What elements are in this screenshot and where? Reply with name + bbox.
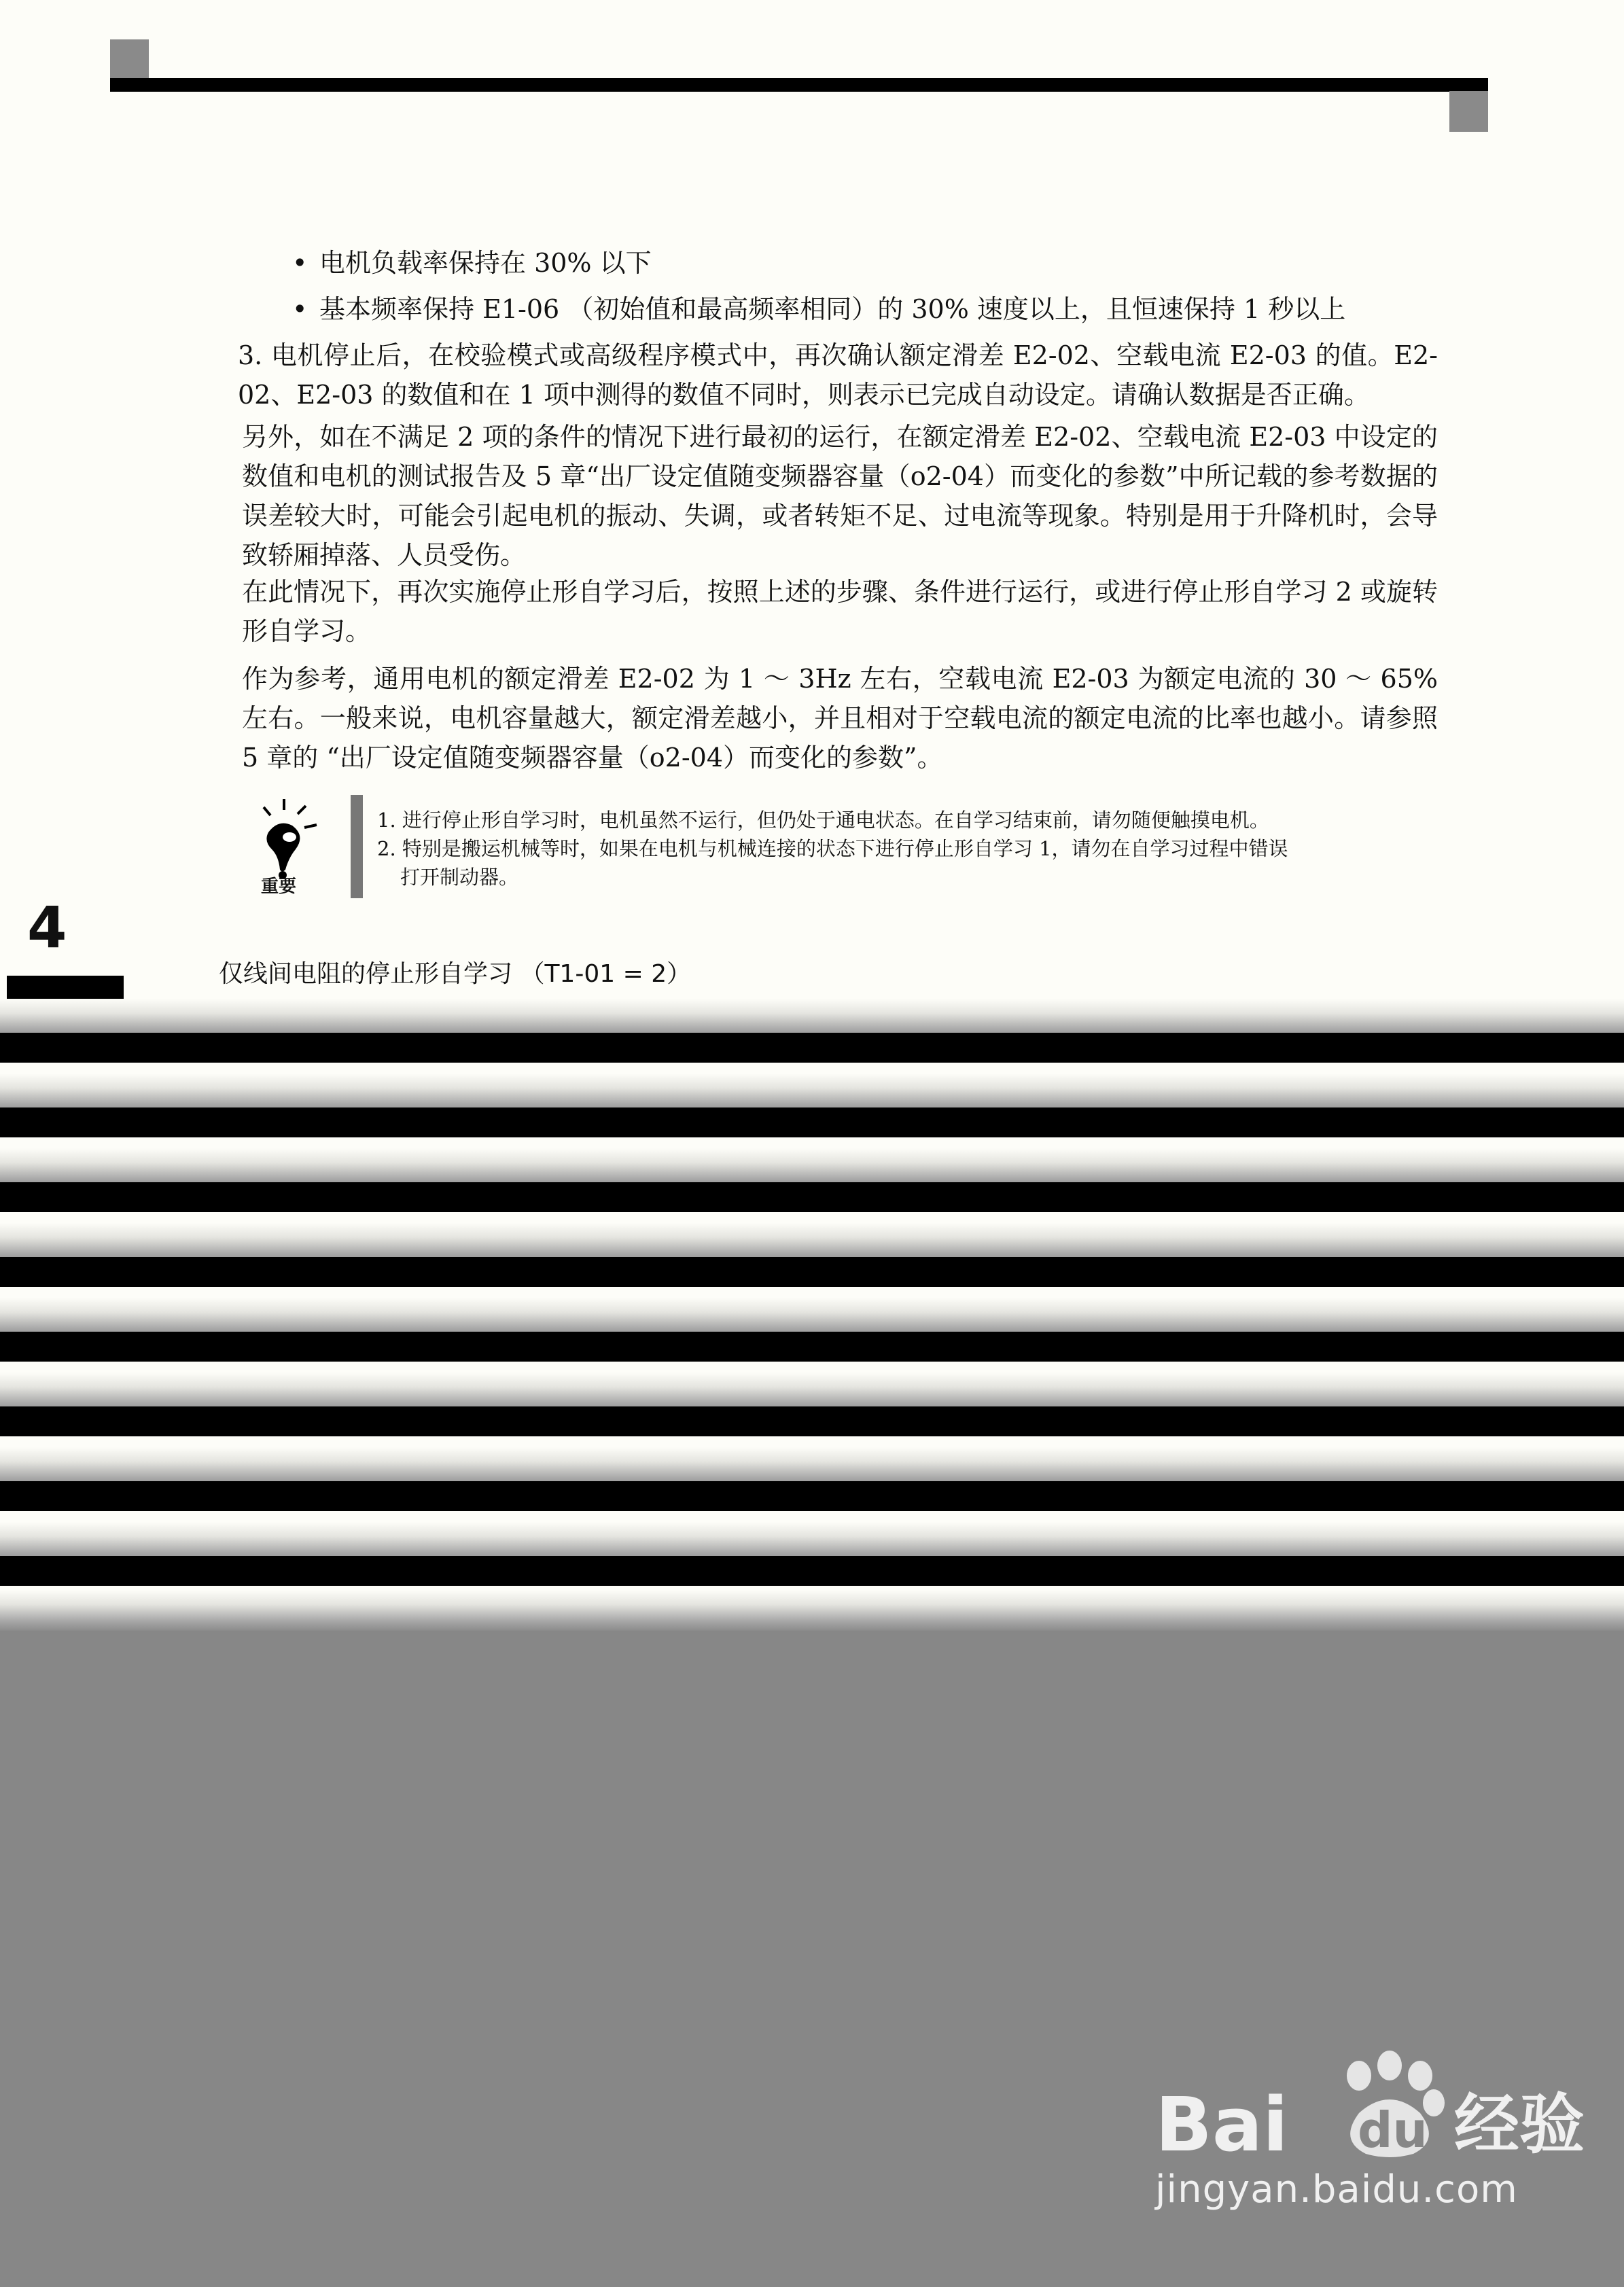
- bullet-text: 电机负载率保持在 30% 以下: [319, 248, 652, 278]
- bullet-dot-icon: •: [292, 294, 308, 324]
- bullet-dot-icon: •: [292, 248, 308, 278]
- important-label: 重要: [261, 876, 297, 897]
- paragraph-3: 作为参考，通用电机的额定滑差 E2-02 为 1 ～ 3Hz 左右，空载电流 E2-03 为额定电流的 30 ～ 65% 左右。一般来说，电机容量越大，额定滑差越小，并且相对于空载电流的额定电流的比率也越小。请参照 5 章的 “出厂设定值随变频器容量（o2-04）而变化的参数”。: [242, 664, 1438, 773]
- svg-text:经验: 经验: [1454, 2087, 1585, 2163]
- note-item-1: 1. 进行停止形自学习时，电机虽然不运行，但仍处于通电状态。在自学习结束前，请勿随便触摸电机。: [377, 809, 1269, 832]
- note-item-2: 2. 特别是搬运机械等时，如果在电机与机械连接的状态下进行停止形自学习 1，请勿在自学习过程中错误: [377, 837, 1288, 860]
- section-title: 仅线间电阻的停止形自学习 （T1-01 = 2）: [219, 960, 692, 988]
- baidu-watermark-url: jingyan.baidu.com: [1155, 2167, 1518, 2212]
- note-divider: [351, 795, 363, 898]
- bullet-item: [292, 289, 1447, 329]
- svg-text:Bai: Bai: [1155, 2081, 1288, 2168]
- header-corner-square-left: [110, 39, 149, 79]
- note-text: [377, 806, 1437, 891]
- header-corner-square-right: [1449, 91, 1488, 132]
- header-rule: [110, 78, 1488, 92]
- svg-text:du: du: [1358, 2102, 1428, 2159]
- baidu-watermark-logo: [1155, 2038, 1597, 2174]
- step-3-paragraph: 3. 电机停止后，在校验模式或高级程序模式中，再次确认额定滑差 E2-02、空载电流 E2-03 的值。E2-02、E2-03 的数值和在 1 项中测得的数值不同时，则表示已完成自动设定。请确认数据是否正确。: [238, 340, 1438, 410]
- paragraph-1: 另外，如在不满足 2 项的条件的情况下进行最初的运行，在额定滑差 E2-02、空载电流 E2-03 中设定的数值和电机的测试报告及 5 章“出厂设定值随变频器容量（o2-04）而变化的参数”中所记载的参考数据的误差较大时，可能会引起电机的振动、失调，或者转矩不足、过电流等现象。特别是用于升降机时，会导致轿厢掉落、人员受伤。: [242, 422, 1438, 570]
- bullet-item: [292, 243, 1447, 283]
- corrupted-image-region: [0, 999, 1624, 1631]
- chapter-number: 4: [27, 894, 67, 961]
- bullet-list: [292, 243, 1447, 329]
- paragraph-2: 在此情况下，再次实施停止形自学习后，按照上述的步骤、条件进行运行，或进行停止形自学习 2 或旋转形自学习。: [242, 577, 1438, 646]
- bullet-text: 基本频率保持 E1-06 （初始值和最高频率相同）的 30% 速度以上，且恒速保持 1 秒以上: [319, 294, 1346, 324]
- note-item-2-cont: 打开制动器。: [400, 866, 519, 889]
